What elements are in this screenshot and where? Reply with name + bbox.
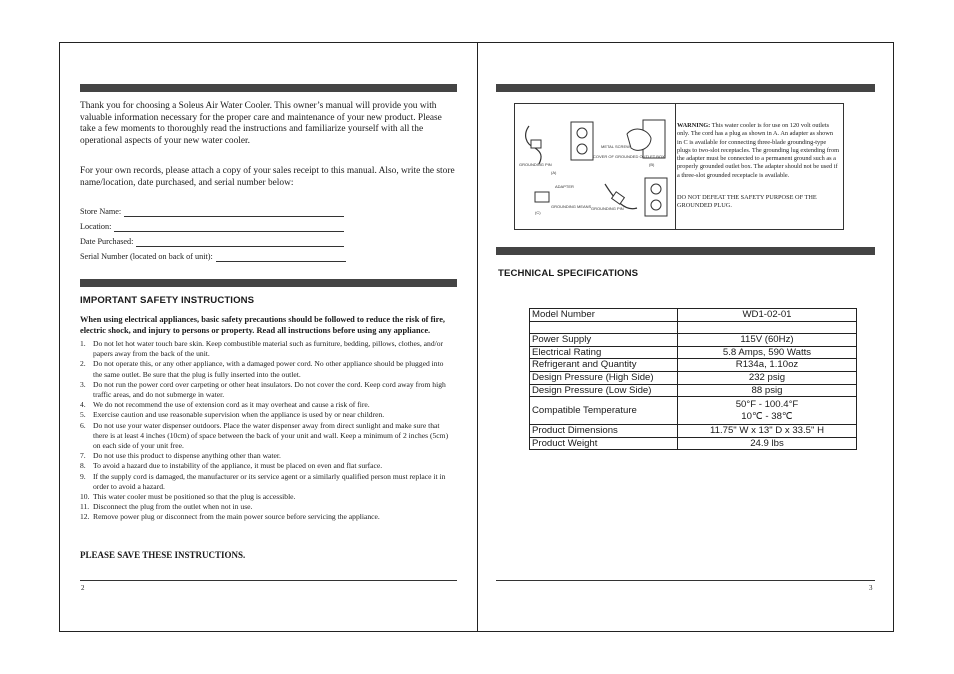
plug-d	[612, 192, 625, 204]
spec-label	[530, 321, 678, 334]
rule-text: Do not use this product to dispense anything other than water.	[93, 451, 281, 461]
spec-value: 88 psig	[678, 384, 857, 397]
page-number-left: 2	[81, 584, 85, 592]
safety-rule	[80, 502, 452, 512]
plug-diagram	[515, 104, 675, 229]
plug-a	[531, 140, 541, 148]
spec-value: 232 psig	[678, 371, 857, 384]
rule-text: Do not use your water dispenser outdoors. Place the water dispenser away from direct sunlight and make sure that there is at least 4 inches (10cm) of space between the back of your unit and wall. Keep a minimum of 2 inches (5cm) on each side of your unit free.	[93, 420, 449, 451]
receipt-paragraph: For your own records, please attach a copy of your sales receipt to this manual. Also, write the store name/location, date purchased, and serial number below:	[80, 166, 455, 188]
intro-paragraph: Thank you for choosing a Soleus Air Water Cooler. This owner’s manual will provide you with valuable information necessary for the proper care and maintenance of your new product. Please take a few moments to thoroughly read the instructions and familiarize yourself with all the operational aspects of your new water cooler.	[80, 101, 442, 146]
section-bar	[496, 247, 875, 255]
spec-label: Design Pressure (Low Side)	[530, 384, 678, 397]
spec-row	[530, 346, 857, 359]
warning-footer: DO NOT DEFEAT THE SAFETY PURPOSE OF THE GROUNDED PLUG.	[677, 194, 817, 210]
date-purchased-line	[136, 238, 344, 247]
spec-label: Power Supply	[530, 334, 678, 347]
spec-label: Refrigerant and Quantity	[530, 359, 678, 372]
safety-rule	[80, 492, 452, 502]
rule-number: 9.	[80, 471, 86, 481]
grounding-means-label: GROUNDING MEANS	[551, 204, 592, 209]
spec-heading: TECHNICAL SPECIFICATIONS	[498, 268, 639, 279]
warning-body: This water cooler is for use on 120 volt outlets only. The cord has a plug as shown in A. An adapter as shown in C is available for connecting three-blade grounding-type plugs to two-slot receptacles. The grounding lug extending from the adapter must be connected to a permanent ground such as a properly grounded outlet box. The adapter should not be used if a three-slot grounded receptacle is available.	[677, 122, 839, 179]
spec-value: 5.8 Amps, 590 Watts	[678, 346, 857, 359]
safety-rule	[80, 461, 452, 471]
rule-number: 6.	[80, 420, 86, 430]
safety-lead: When using electrical appliances, basic safety precautions should be followed to reduce the risk of fire, electric shock, and injury to persons or property. Read all instructions before using any appliance.	[80, 315, 446, 335]
store-name-line	[124, 208, 344, 217]
spec-row	[530, 397, 857, 425]
spec-value: 24.9 lbs	[678, 437, 857, 450]
safety-rule	[80, 400, 452, 410]
spec-value-line: 10℃ - 38℃	[741, 410, 793, 422]
spec-value	[678, 321, 857, 334]
spec-value: R134a, 1.10oz	[678, 359, 857, 372]
rule-number: 12.	[80, 512, 90, 522]
rule-text: Do not let hot water touch bare skin. Keep combustible material such as furniture, bedding, pillows, clothes, and/or papers away from the back of the unit.	[93, 339, 444, 359]
rule-text: Do not run the power cord over carpeting or other heat insulators. Do not cover the cord. Keep cord away from high traffic areas, and do not submerge in water.	[93, 379, 446, 400]
adapter-label: ADAPTER	[555, 184, 574, 189]
safety-rules-list	[80, 339, 452, 523]
spec-value: WD1-02-01	[678, 309, 857, 322]
label-a: (A)	[551, 170, 557, 175]
rule-number: 2.	[80, 359, 86, 369]
spec-value: 115V (60Hz)	[678, 334, 857, 347]
spec-value: 11.75" W x 13" D x 33.5" H	[678, 425, 857, 438]
rule-text: Disconnect the plug from the outlet when not in use.	[93, 502, 253, 512]
spec-table	[529, 308, 857, 450]
serial-number-line	[216, 253, 346, 262]
location-field[interactable]	[80, 222, 344, 232]
cover-box-label: COVER OF GROUNDED OUTLET BOX	[593, 154, 665, 159]
spec-row	[530, 437, 857, 450]
rule-number: 4.	[80, 400, 86, 410]
spec-label: Product Dimensions	[530, 425, 678, 438]
spec-label: Electrical Rating	[530, 346, 678, 359]
rule-text: If the supply cord is damaged, the manufacturer or its service agent or a similarly qualified person must replace it in order to avoid a hazard.	[93, 471, 446, 491]
spec-label: Product Weight	[530, 437, 678, 450]
metal-screw-label: METAL SCREW	[601, 144, 630, 149]
spec-row	[530, 359, 857, 372]
page-divider	[477, 42, 478, 632]
rule-text: This water cooler must be positioned so that the plug is accessible.	[93, 492, 296, 502]
safety-heading: IMPORTANT SAFETY INSTRUCTIONS	[80, 295, 255, 306]
save-instructions-note: PLEASE SAVE THESE INSTRUCTIONS.	[80, 550, 246, 560]
store-name-label: Store Name:	[80, 207, 122, 216]
serial-number-label: Serial Number (located on back of unit):	[80, 252, 213, 261]
rule-number: 7.	[80, 451, 86, 461]
location-line	[114, 223, 344, 232]
safety-rule	[80, 359, 452, 379]
spec-label: Compatible Temperature	[530, 397, 678, 425]
rule-text: To avoid a hazard due to instability of the appliance, it must be placed on even and flat surface.	[93, 461, 383, 471]
store-name-field[interactable]	[80, 207, 344, 217]
spec-row	[530, 321, 857, 334]
safety-rule	[80, 410, 452, 420]
spec-label: Model Number	[530, 309, 678, 322]
page-number-right: 3	[869, 584, 873, 592]
rule-number: 1.	[80, 339, 86, 348]
section-bar	[496, 84, 875, 92]
label-b: (B)	[649, 162, 655, 167]
grounding-illustration	[515, 104, 676, 229]
spec-row	[530, 309, 857, 322]
spec-row	[530, 334, 857, 347]
spec-value-line: 50°F - 100.4°F	[735, 398, 799, 410]
rule-number: 3.	[80, 379, 86, 389]
spec-value	[678, 397, 857, 425]
serial-number-field[interactable]	[80, 252, 346, 262]
spec-label: Design Pressure (High Side)	[530, 371, 678, 384]
rule-number: 10.	[80, 492, 90, 502]
adapter-b	[627, 129, 651, 150]
footer-rule	[80, 580, 457, 581]
rule-number: 11.	[80, 502, 90, 512]
safety-rule	[80, 451, 452, 461]
location-label: Location:	[80, 222, 112, 231]
rule-text: Exercise caution and use reasonable supervision when the appliance is used by or near children.	[93, 410, 385, 420]
spec-row	[530, 384, 857, 397]
label-c: (C)	[535, 210, 541, 215]
warning-text	[677, 122, 839, 180]
safety-rule	[80, 380, 452, 400]
warning-label: WARNING:	[677, 122, 711, 129]
grounding-pin-label: GROUNDING PIN	[519, 162, 552, 167]
section-bar	[80, 84, 457, 92]
rule-text: We do not recommend the use of extension cord as it may overheat and cause a risk of fire.	[93, 400, 370, 410]
safety-rule	[80, 421, 452, 452]
rule-text: Do not operate this, or any other appliance, with a damaged power cord. No other appliance should be plugged into the same outlet. Be sure that the plug is fully inserted into the outlet.	[93, 359, 444, 379]
spec-row	[530, 425, 857, 438]
spec-row	[530, 371, 857, 384]
safety-rule	[80, 472, 452, 492]
date-purchased-label: Date Purchased:	[80, 237, 134, 246]
date-purchased-field[interactable]	[80, 237, 344, 247]
safety-rule	[80, 512, 452, 522]
adapter-c	[535, 192, 549, 202]
footer-rule	[496, 580, 875, 581]
grounding-pin-label-2: GROUNDING PIN	[591, 206, 624, 211]
rule-number: 5.	[80, 410, 86, 420]
rule-text: Remove power plug or disconnect from the main power source before servicing the appliance.	[93, 512, 380, 522]
safety-rule	[80, 339, 452, 359]
section-bar	[80, 279, 457, 287]
rule-number: 8.	[80, 461, 86, 471]
